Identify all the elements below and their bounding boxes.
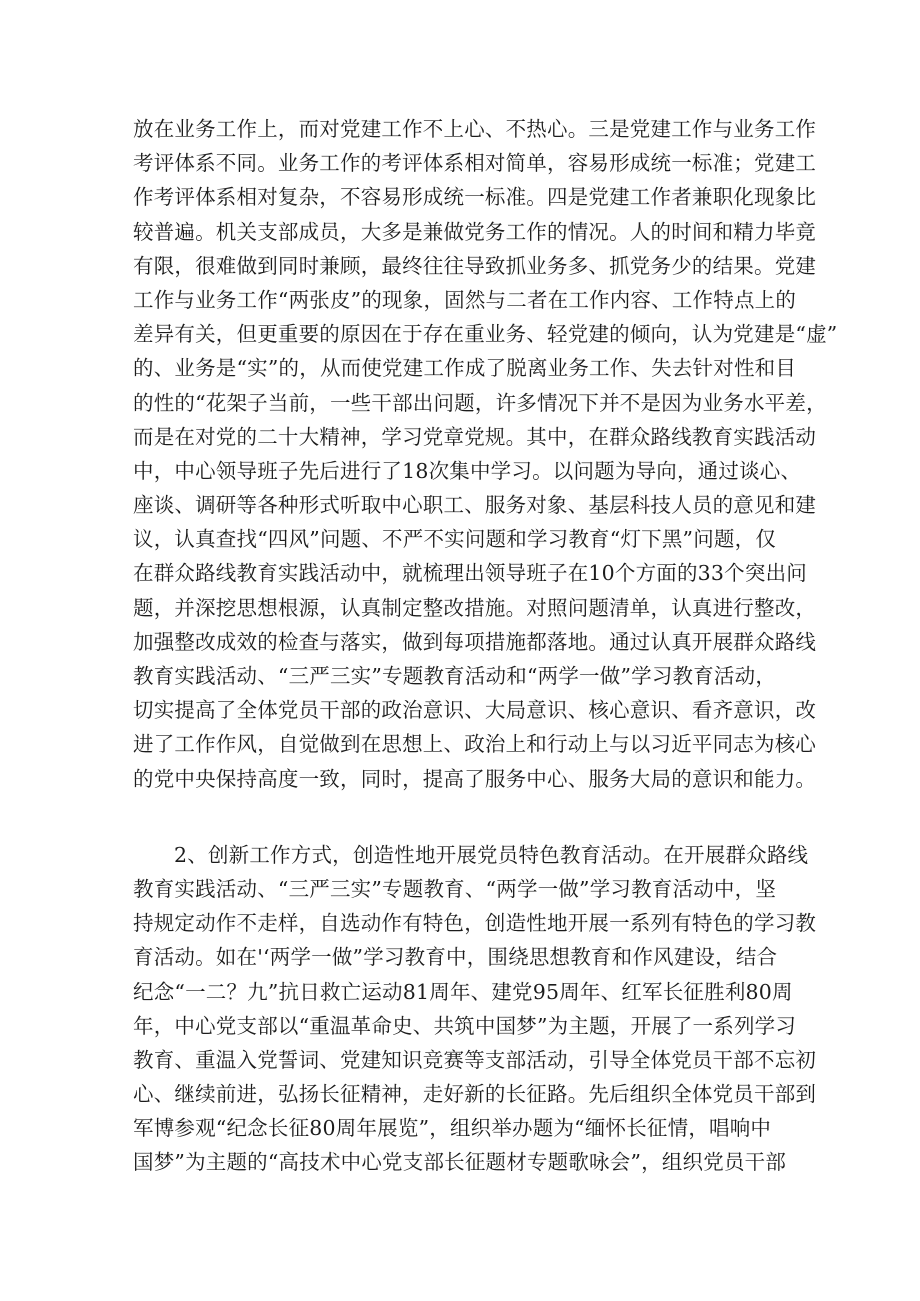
text-line [133,762,817,796]
text-line [133,420,817,454]
text-line [133,872,789,906]
text-line-content: 的性的“花架子当前，一些干部出问题，许多情况下并不是因为业务水平差， [133,390,827,415]
text-line-content: 而是在对党的二十大精神，学习党章党规。其中，在群众路线教育实践活动 [133,424,817,449]
document-body [133,112,838,1180]
text-line [133,556,807,590]
paragraph-gap [133,796,789,838]
text-line-content: 育活动。如在'‘两学一做”学习教育中，围绕思想教育和作风建设，结合 [133,945,778,970]
text-line-content: 的、业务是“实”的，从而使党建工作成了脱离业务工作、失去针对性和目 [133,356,797,381]
text-line-content: 题，并深挖思想根源，认真制定整改措施。对照问题清单，认真进行整改， [133,595,817,620]
text-line [133,1009,797,1043]
text-line-content: 有限，很难做到同时兼顾，最终往往导致抓业务多、抓党务少的结果。党建 [133,253,817,278]
text-line-content: 中，中心领导班子先后进行了18次集中学习。以问题为导向，通过谈心、 [133,458,802,483]
text-line-content: 年，中心党支部以“重温革命史、共筑中国梦”为主题，开展了一系列学习 [133,1013,797,1038]
text-line-content: 在群众路线教育实践活动中，就梳理出领导班子在10个方面的33个突出问 [133,561,807,586]
text-line [133,351,797,385]
text-line [133,180,817,214]
text-line [133,1111,789,1145]
text-line-content: 军博参观“纪念长征80周年展览”，组织举办题为“缅怀长征情，唱响中 [133,1116,772,1141]
text-line-content: 教育实践活动、“三严三实”专题教育、“两学一做”学习教育活动中，坚 [133,876,777,901]
text-line [133,386,827,420]
text-line-content: 加强整改成效的检查与落实，做到每项措施都落地。通过认真开展群众路线 [133,629,817,654]
paragraph-1 [133,112,838,796]
text-line [133,454,802,488]
text-line-content: 放在业务工作上，而对党建工作不上心、不热心。三是党建工作与业务工作 [133,117,817,141]
text-line [133,249,817,283]
text-line-content: 工作与业务工作“两张皮”的现象，固然与二者在工作内容、工作特点上的 [133,287,797,312]
text-line [133,693,817,727]
text-line [133,146,817,180]
text-line [133,591,817,625]
paragraph-2 [133,838,817,1180]
text-line [133,838,809,872]
text-line [133,906,817,940]
text-line-content: 2、创新工作方式，创造性地开展党员特色教育活动。在开展群众路线 [174,842,809,867]
text-line-content: 座谈、调研等各种形式听取中心职工、服务对象、基层科技人员的意见和建 [133,493,817,518]
text-line [133,975,793,1009]
text-line [133,488,817,522]
text-line-content: 国梦”为主题的“高技术中心党支部长征题材专题歌咏会”，组织党员干部 [133,1150,787,1175]
text-line [133,317,838,351]
text-line-content: 较普遍。机关支部成员，大多是兼做党务工作的情况。人的时间和精力毕竟 [133,219,817,244]
text-line-content: 的党中央保持高度一致，同时，提高了服务中心、服务大局的意识和能力。 [133,766,817,791]
text-line [133,1077,817,1111]
text-line-content: 教育、重温入党誓词、党建知识竞赛等支部活动，引导全体党员干部不忘初 [133,1047,817,1072]
text-line-content: 持规定动作不走样，自选动作有特色，创造性地开展一系列有特色的学习教 [133,911,817,936]
text-line-content: 议，认真查找“四风”问题、不严不实问题和学习教育“灯下黑”问题，仅 [133,527,777,552]
text-line [133,112,817,146]
text-line [133,522,789,556]
text-line-content: 差异有关，但更重要的原因在于存在重业务、轻党建的倾向，认为党建是“虚” [133,322,838,347]
text-line [133,283,797,317]
text-line [133,727,817,761]
text-line [133,625,817,659]
text-line-content: 进了工作作风，自觉做到在思想上、政治上和行动上与以习近平同志为核心 [133,732,817,757]
text-line-content: 纪念“一二？九”抗日救亡运动81周年、建党95周年、红军长征胜利80周 [133,979,793,1004]
text-line-content: 教育实践活动、“三严三实”专题教育活动和“两学一做”学习教育活动， [133,664,777,688]
text-line-content: 切实提高了全体党员干部的政治意识、大局意识、核心意识、看齐意识，改 [133,698,817,723]
text-line-content: 心、继续前进，弘扬长征精神，走好新的长征路。先后组织全体党员干部到 [133,1082,817,1107]
text-line [133,215,817,249]
text-line [133,1043,817,1077]
text-line-content: 作考评体系相对复杂，不容易形成统一标准。四是党建工作者兼职化现象比 [133,185,817,210]
text-line [133,1145,789,1179]
text-line-content: 考评体系不同。业务工作的考评体系相对简单，容易形成统一标准；党建工 [133,151,817,176]
text-line [133,940,789,974]
text-line [133,659,789,693]
